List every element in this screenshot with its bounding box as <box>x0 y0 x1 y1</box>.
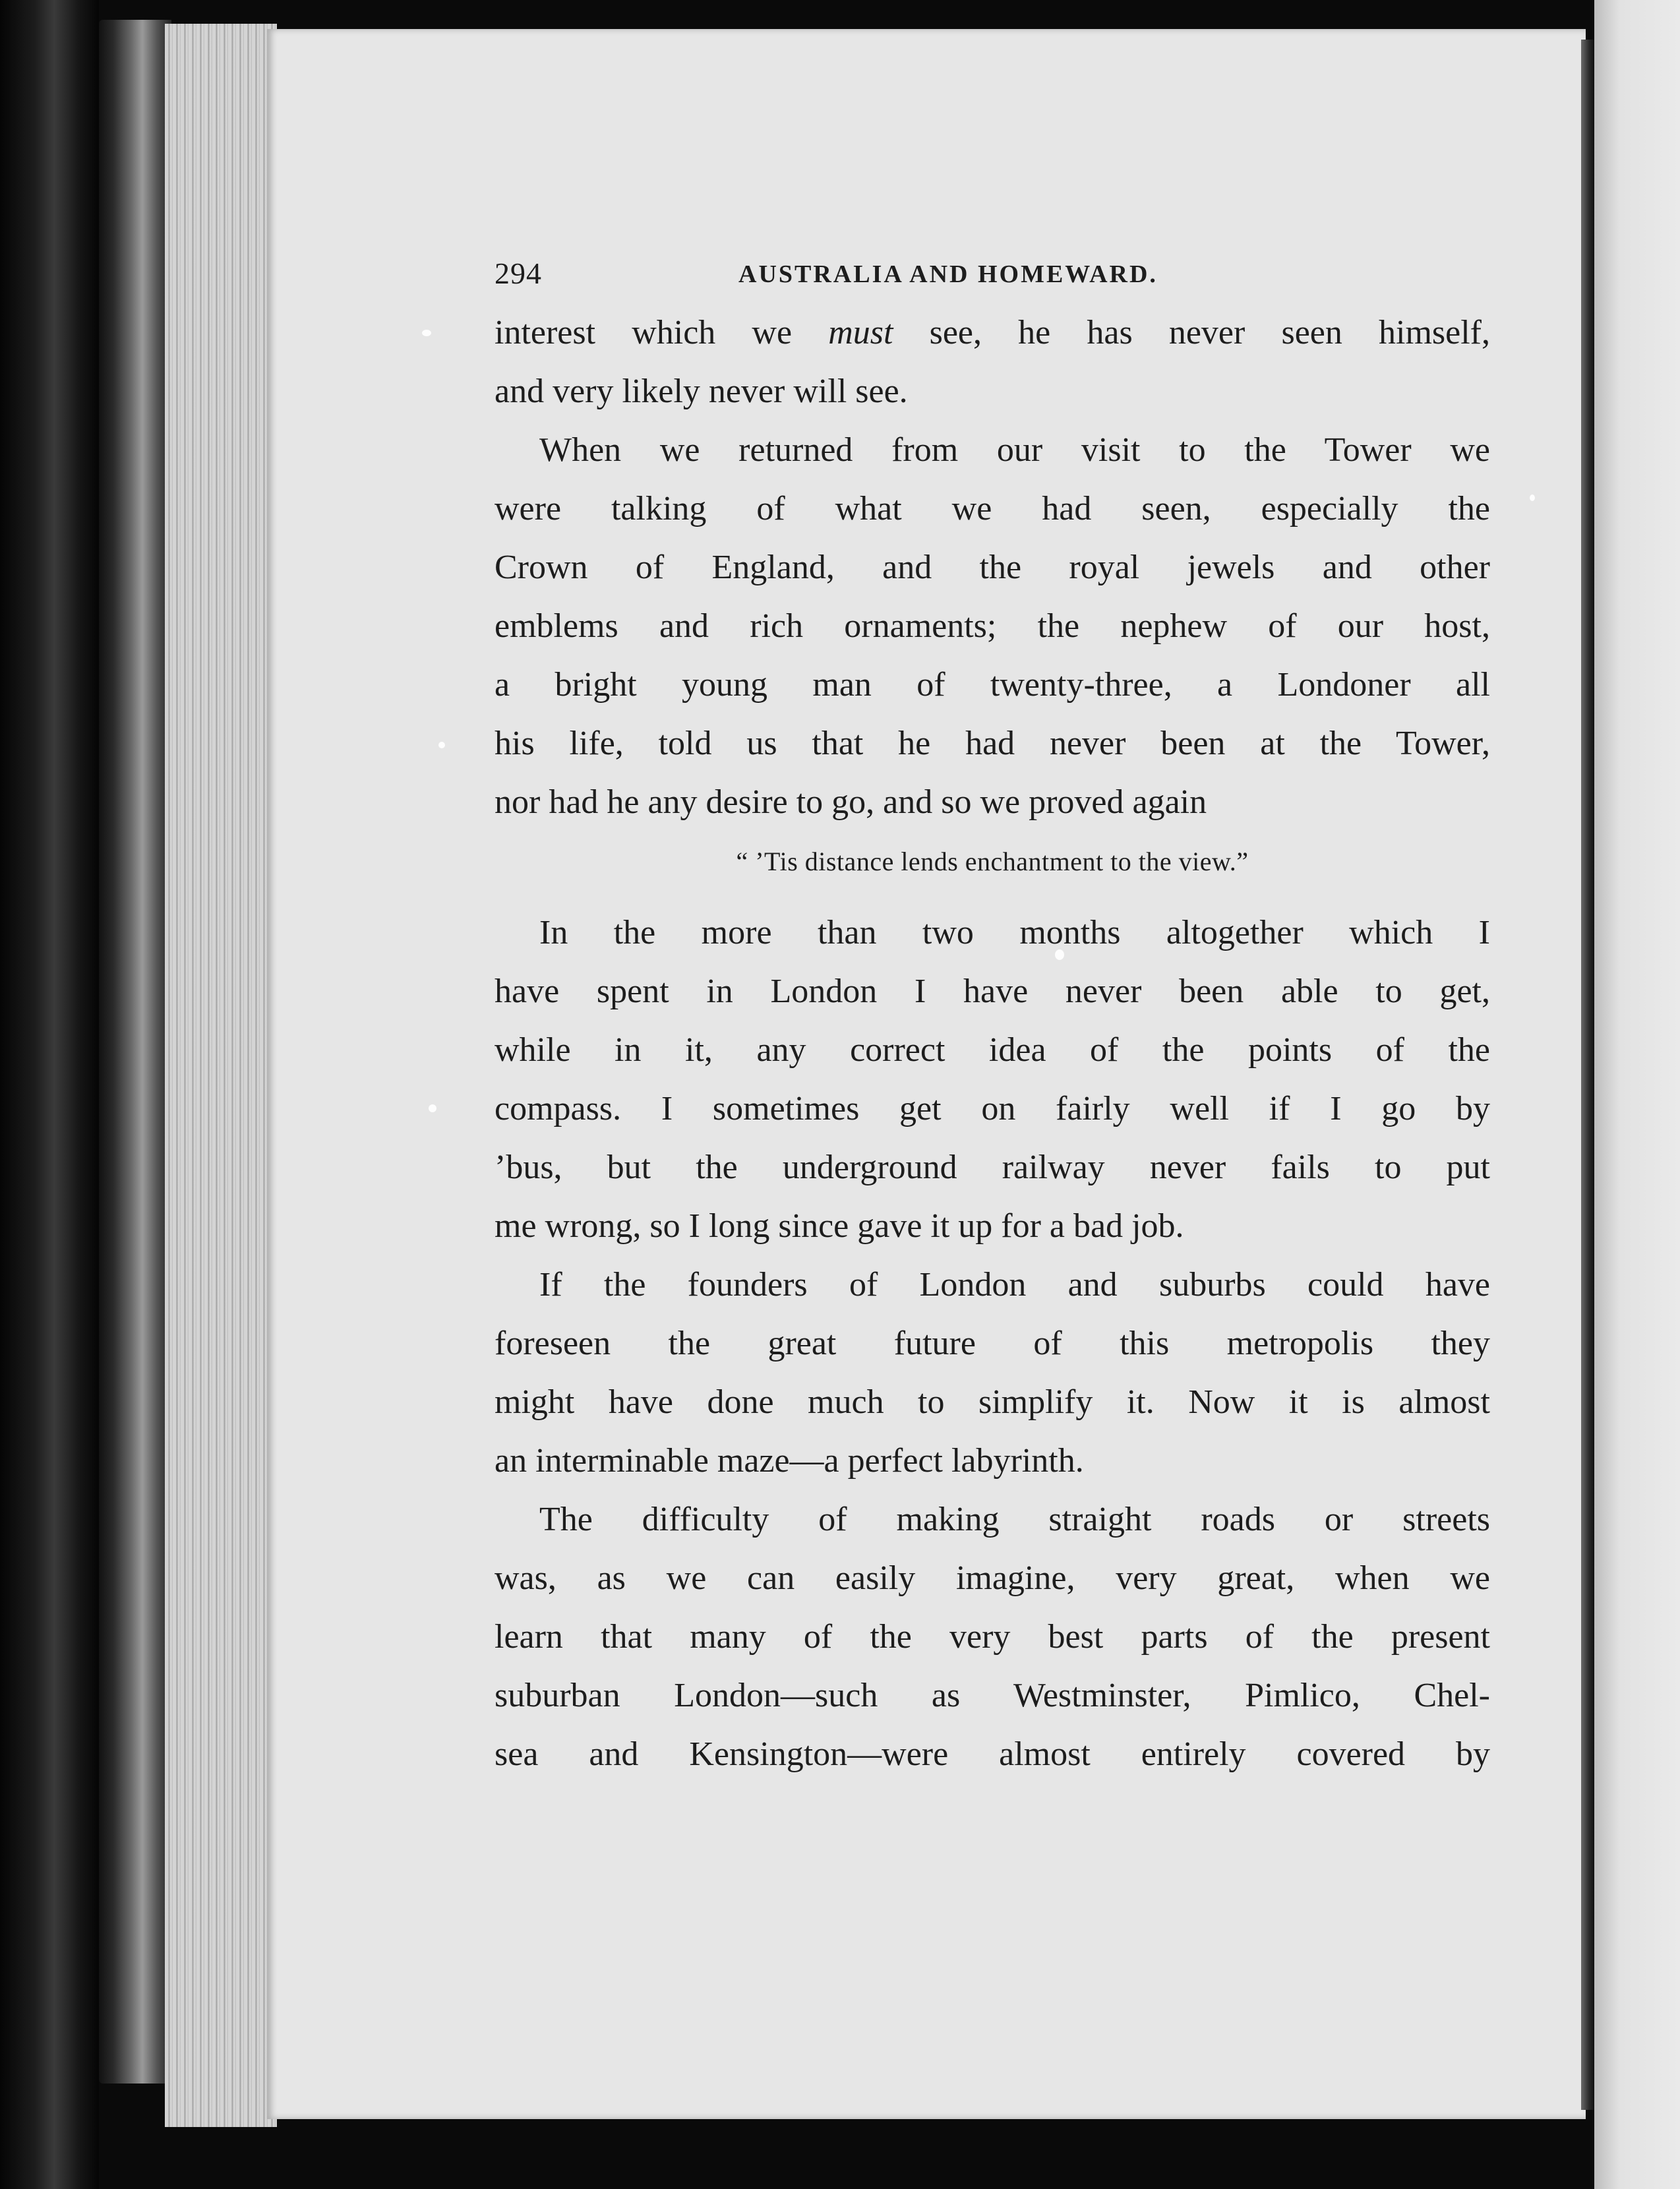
scan-speck <box>422 330 431 336</box>
text-line: learn that many of the very best parts of the present <box>495 1618 1490 1656</box>
text-line: while in it, any correct idea of the points of the <box>495 1031 1490 1069</box>
text-line: sea and Kensington—were almost entirely covered by <box>495 1735 1490 1773</box>
paragraph-2 <box>495 421 1490 831</box>
text-line: have spent in London I have never been able to get, <box>495 973 1490 1010</box>
scan-speck <box>429 1104 436 1112</box>
text-line: interest which we must see, he has never seen himself, <box>495 314 1490 351</box>
text-line: emblems and rich ornaments; the nephew of our host, <box>495 607 1490 645</box>
text-line: The difficulty of making straight roads or streets <box>539 1501 1490 1538</box>
text-line: In the more than two months altogether which I <box>539 914 1490 951</box>
text-line: might have done much to simplify it. Now it is almost <box>495 1383 1490 1421</box>
book-spine <box>0 0 99 2189</box>
emphasis: must <box>828 314 893 351</box>
book-cover-edge <box>99 20 171 2084</box>
page-text <box>495 251 1490 1784</box>
text-line: If the founders of London and suburbs could have <box>539 1266 1490 1304</box>
verse-quote: “ ’Tis distance lends enchantment to the view.” <box>736 847 1249 876</box>
paragraph-4 <box>495 1255 1490 1490</box>
text-line: suburban London—such as Westminster, Pimlico, Chel- <box>495 1677 1490 1714</box>
scan-speck <box>1530 495 1535 501</box>
text-line: foreseen the great future of this metropolis they <box>495 1325 1490 1362</box>
text-line: Crown of England, and the royal jewels and other <box>495 549 1490 586</box>
paragraph-5 <box>495 1490 1490 1784</box>
text-line: When we returned from our visit to the Tower we <box>539 431 1490 469</box>
paragraph-3 <box>495 903 1490 1255</box>
page-edges <box>165 24 277 2127</box>
text-line: ’bus, but the underground railway never fails to put <box>495 1149 1490 1186</box>
paragraph-1 <box>495 303 1490 421</box>
text-line: was, as we can easily imagine, very great, when we <box>495 1559 1490 1597</box>
text-line: an interminable maze—a perfect labyrinth. <box>495 1442 1084 1480</box>
running-head <box>495 251 1490 303</box>
facing-page-edge <box>1594 0 1680 2189</box>
page-gutter-shadow <box>1581 40 1594 2110</box>
text-line: were talking of what we had seen, especially the <box>495 490 1490 527</box>
scan-speck <box>438 742 445 748</box>
text-line: a bright young man of twenty-three, a Londoner all <box>495 666 1490 704</box>
text-line: compass. I sometimes get on fairly well if I go by <box>495 1090 1490 1127</box>
running-title: AUSTRALIA AND HOMEWARD. <box>738 260 1158 288</box>
text-line: and very likely never will see. <box>495 373 908 410</box>
text-line: his life, told us that he had never been at the Tower, <box>495 725 1490 762</box>
text-line: nor had he any desire to go, and so we proved again <box>495 783 1207 821</box>
page-number: 294 <box>495 256 542 290</box>
text-line: me wrong, so I long since gave it up for a bad job. <box>495 1207 1184 1245</box>
